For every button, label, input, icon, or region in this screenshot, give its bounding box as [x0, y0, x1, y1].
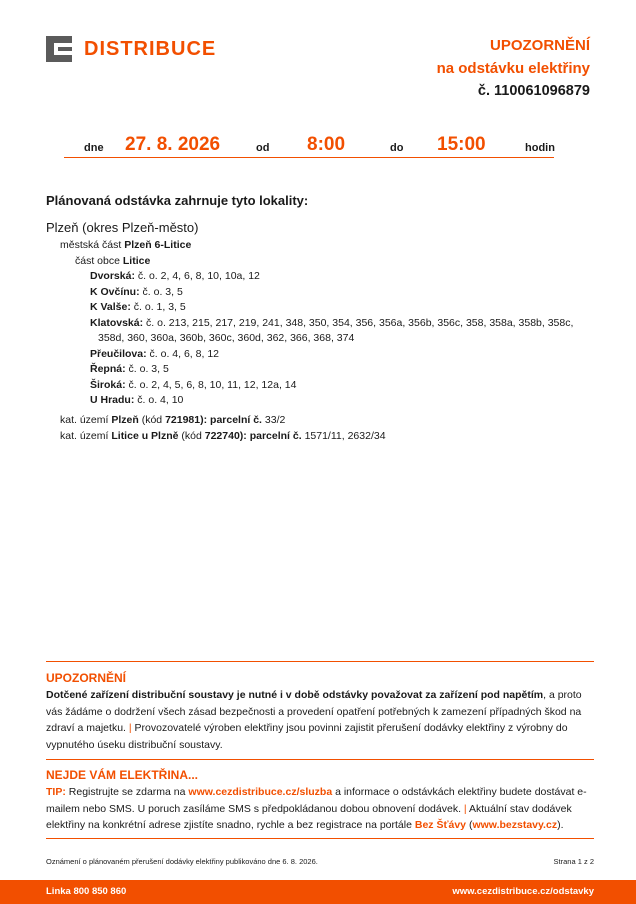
page-number: Strana 1 z 2 — [553, 857, 594, 866]
municipality-part-name: Litice — [122, 254, 151, 267]
from-label: od — [256, 142, 270, 154]
cadastral-row: kat. území Plzeň (kód 721981): parcelní č. 33/2 — [60, 414, 286, 426]
bezstavy-link[interactable]: www.bezstavy.cz — [472, 819, 558, 831]
outage-date: 27. 8. 2026 — [125, 134, 221, 155]
publication-note: Oznámení o plánovaném přerušení dodávky elektřiny publikováno dne 6. 8. 2026. — [46, 857, 318, 866]
day-label: dne — [84, 142, 104, 154]
to-label: do — [390, 142, 404, 154]
city-name: Plzeň — [46, 220, 79, 235]
hotline-number[interactable]: Linka 800 850 860 — [46, 886, 127, 897]
outages-website-link[interactable]: www.cezdistribuce.cz/odstavky — [452, 886, 594, 897]
notice-header — [437, 34, 590, 103]
tip-label: TIP: — [46, 786, 66, 798]
street-row: K Ovčínu: č. o. 3, 5 — [90, 285, 183, 298]
company-logo — [46, 36, 216, 62]
city-part-name: Plzeň 6-Litice — [124, 239, 192, 251]
street-row: U Hradu: č. o. 4, 10 — [90, 394, 184, 406]
portal-name: Bez Šťávy — [414, 819, 467, 831]
cadastral-row: kat. území Litice u Plzně (kód 722740): parcelní č. 1571/11, 2632/34 — [60, 430, 386, 442]
street-row: Dvorská: č. o. 2, 4, 6, 8, 10, 10a, 12 — [90, 270, 260, 282]
hours-label: hodin — [525, 142, 555, 154]
outage-schedule — [64, 130, 554, 158]
to-time: 15:00 — [437, 134, 486, 155]
street-row: Řepná: č. o. 3, 5 — [90, 363, 169, 375]
brand-name: DISTRIBUCE — [84, 37, 217, 60]
notice-title: UPOZORNĚNÍ — [489, 37, 590, 54]
divider — [46, 759, 594, 760]
street-row: Široká: č. o. 2, 4, 5, 6, 8, 10, 11, 12, 12a, 14 — [90, 378, 297, 391]
notice-number: č. 110061096879 — [477, 83, 590, 99]
street-row-continuation: 358d, 360, 360a, 360b, 360c, 360d, 362, 366, 368, 374 — [98, 332, 355, 344]
city-heading — [46, 220, 198, 235]
cez-logo-icon — [46, 36, 72, 62]
city-part: městská část Plzeň 6-Litice — [60, 239, 192, 251]
divider — [46, 838, 594, 839]
street-row: Přeučilova: č. o. 4, 6, 8, 12 — [90, 347, 219, 360]
warning-text: Dotčené zařízení distribuční soustavy je nutné i v době odstávky považovat za zařízení pod napětím, a proto vás žádáme o dodržení všech zásad bezpečnosti a provedení opatření potřebných k zamezení případných škod na zdraví a majetku. | Provozovatelé výroben elektřiny jsou povinni zajistit přerušení dodávky elektřiny z výrobny do vypnutého úseku distribuční soustavy. — [46, 689, 582, 751]
divider — [46, 661, 594, 662]
street-row: K Valše: č. o. 1, 3, 5 — [90, 301, 186, 313]
municipality-part: část obce Litice — [75, 254, 151, 267]
tip-text: TIP: Registrujte se zdarma na www.cezdistribuce.cz/sluzba a informace o odstávkách elektřiny budete dostávat e-mailem nebo SMS. U poruch zasíláme SMS s předpokládanou dobou obnovení dodávek. | Aktuální stav dodávek elektřiny na konkrétní adrese zjistíte snadno, rychle a bez registrace na portále Bez Šťávy (www.bezstavy.cz). — [46, 786, 587, 831]
notice-subtitle: na odstávku elektřiny — [436, 60, 590, 77]
warning-title: UPOZORNĚNÍ — [46, 671, 127, 685]
locations-intro: Plánovaná odstávka zahrnuje tyto lokality: — [46, 193, 309, 208]
footer-bar — [0, 880, 636, 904]
from-time: 8:00 — [307, 134, 346, 155]
registration-link[interactable]: www.cezdistribuce.cz/sluzba — [188, 786, 333, 798]
street-row: Klatovská: č. o. 213, 215, 217, 219, 241, 348, 350, 354, 356, 356a, 356b, 356c, 358, 358a, 358b, 358c, — [90, 316, 574, 329]
district-name: (okres Plzeň-město) — [82, 220, 199, 235]
tip-title: NEJDE VÁM ELEKTŘINA... — [46, 768, 199, 782]
